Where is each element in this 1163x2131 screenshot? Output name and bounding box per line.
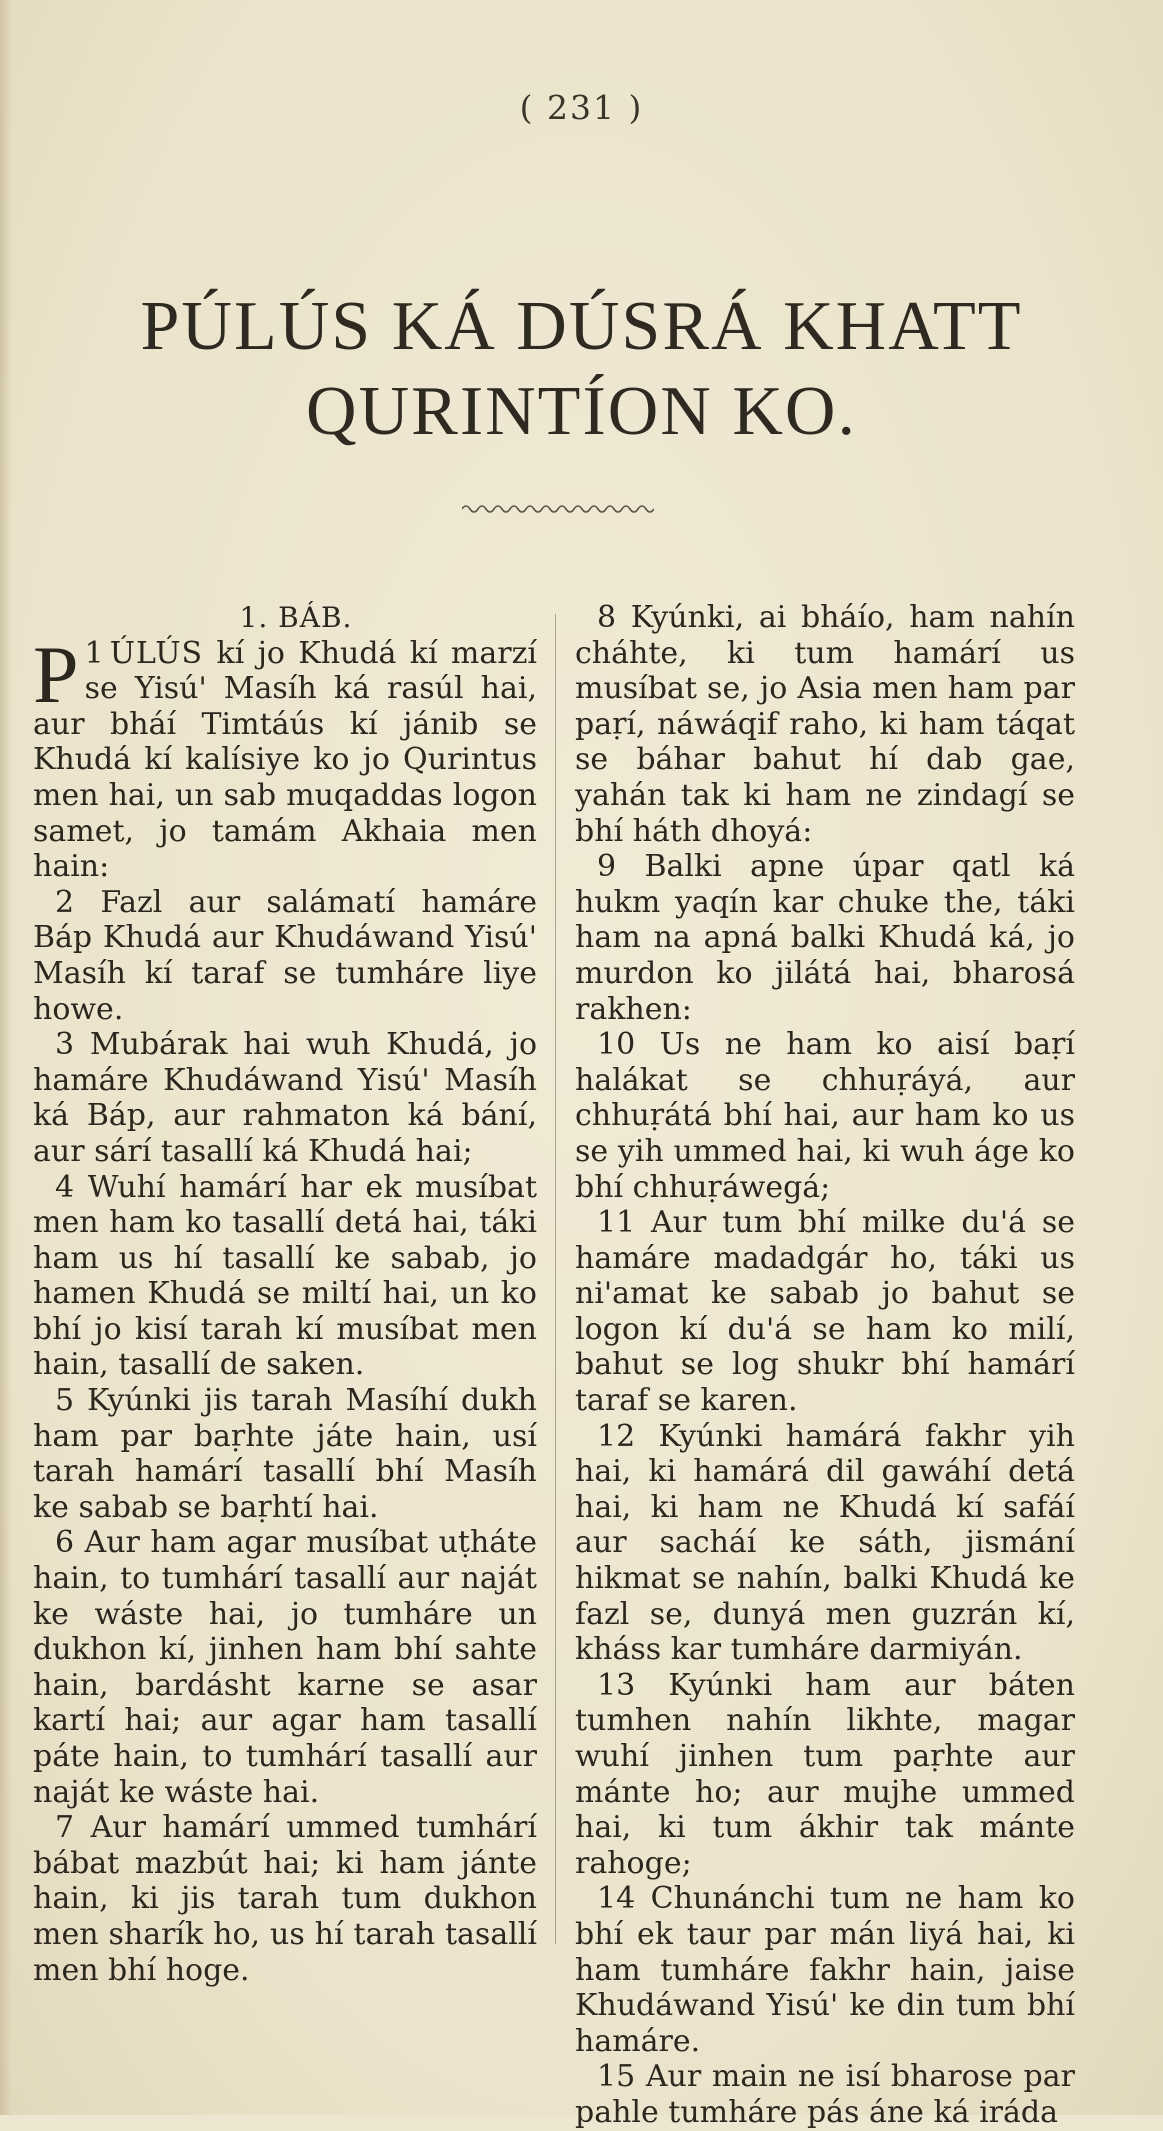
book-title-line-1: PÚLÚS KÁ DÚSRÁ KHATT bbox=[140, 288, 1023, 365]
verse-paragraph: 8 Kyúnki, ai bháío, ham nahín cháhte, ki tum hamárí us musíbat se, jo Asia men ham par paṛí, náwáqif raho, ki ham táqat se báhar bahut hí dab gae, yahán tak ki ham ne zindagí se bhí háth dhoyá: bbox=[575, 600, 1075, 849]
page-number: ( 231 ) bbox=[519, 88, 644, 127]
verse-paragraph: 11 Aur tum bhí milke du'á se hamáre madadgár ho, táki us ni'amat ke sabab jo bahut se logon kí du'á se ham ko milí, bahut se log shukr bhí hamárí taraf se karen. bbox=[575, 1205, 1075, 1419]
verse-paragraph bbox=[33, 628, 537, 885]
verse-lead: ÚLÚS bbox=[109, 635, 204, 671]
left-column bbox=[33, 600, 537, 1988]
verse-paragraph: 7 Aur hamárí ummed tumhárí bábat mazbút hai; ki ham jánte hain, ki jis tarah tum dukhon men sharík ho, us hí tarah tasallí men bhí hoge. bbox=[33, 1810, 537, 1988]
verse-paragraph: 13 Kyúnki ham aur báten tumhen nahín likhte, magar wuhí jinhen tum paṛhte aur mánte ho; aur mujhe ummed hai, ki tum ákhir tak mánte rahoge; bbox=[575, 1667, 1075, 1881]
verse-text: kí jo Khudá kí marzí se Yisú' Masíh ká rasúl hai, aur bháí Timtáús kí jánib se Khudá kí kalísiye ko jo Qurintus men hai, un sab muqaddas logon samet, jo tamám Akhaia men hain: bbox=[33, 635, 537, 885]
book-title-line-2: QURINTÍON KO. bbox=[306, 373, 857, 450]
verse-paragraph: 6 Aur ham agar musíbat uṭháte hain, to tumhárí tasallí aur naját ke wáste hai, jo tumháre un dukhon kí, jinhen ham bhí sahte hain, bardásht karne se asar kartí hai; aur agar ham tasallí páte hain, to tumhárí tasallí aur naját ke wáste hai. bbox=[33, 1525, 537, 1810]
verse-paragraph: 15 Aur main ne isí bharose par pahle tumháre pás áne ká iráda bbox=[575, 2059, 1075, 2130]
column-divider bbox=[555, 614, 556, 1944]
ornament-rule bbox=[462, 502, 654, 516]
verse-paragraph: 2 Fazl aur salámatí hamáre Báp Khudá aur Khudáwand Yisú' Masíh kí taraf se tumháre liye howe. bbox=[33, 884, 537, 1027]
verse-paragraph: 14 Chunánchi tum ne ham ko bhí ek taur par mán liyá hai, ki ham tumháre fakhr hain, jaise Khudáwand Yisú' ke din tum bhí hamáre. bbox=[575, 1881, 1075, 2059]
verse-paragraph: 9 Balki apne úpar qatl ká hukm yaqín kar chuke the, táki ham na apná balki Khudá ká, jo murdon ko jilátá hai, bharosá rakhen: bbox=[575, 849, 1075, 1027]
verse-paragraph: 10 Us ne ham ko aisí baṛí halákat se chhuṛáyá, aur chhuṛátá bhí hai, aur ham ko us se yih ummed hai, ki wuh áge ko bhí chhuṛáwegá; bbox=[575, 1027, 1075, 1205]
right-column bbox=[575, 600, 1075, 2131]
drop-capital: P bbox=[33, 628, 79, 720]
chapter-heading: 1. BÁB. bbox=[239, 601, 353, 634]
verse-number: 1 bbox=[84, 635, 104, 671]
verse-paragraph: 5 Kyúnki jis tarah Masíhí dukh ham par baṛhte játe hain, usí tarah hamárí tasallí bhí Masíh ke sabab se baṛhtí hai. bbox=[33, 1383, 537, 1525]
verse-paragraph: 3 Mubárak hai wuh Khudá, jo hamáre Khudáwand Yisú' Masíh ká Báp, aur rahmaton ká bání, aur sárí tasallí ká Khudá hai; bbox=[33, 1027, 537, 1169]
verse-paragraph: 4 Wuhí hamárí har ek musíbat men ham ko tasallí detá hai, táki ham us hí tasallí ke sabab, jo hamen Khudá se miltí hai, un ko bhí jo kisí tarah kí musíbat men hain, tasallí de saken. bbox=[33, 1169, 537, 1383]
verse-paragraph: 12 Kyúnki hamárá fakhr yih hai, ki hamárá dil gawáhí detá hai, ki ham ne Khudá kí safáí aur sacháí ke sáth, jismání hikmat se nahín, balki Khudá ke fazl se, dunyá men guzrán kí, kháss kar tumháre darmiyán. bbox=[575, 1418, 1075, 1668]
